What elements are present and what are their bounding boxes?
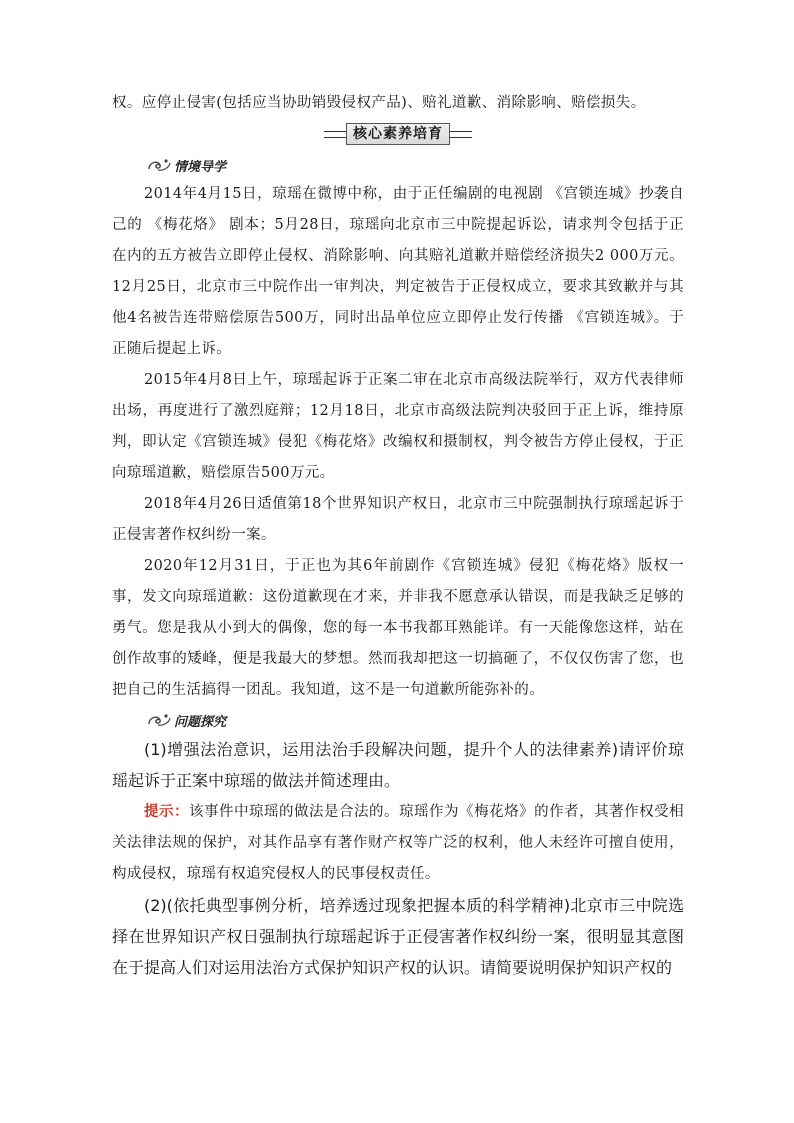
- question-2: (2)(依托典型事例分析，培养透过现象把握本质的科学精神)北京市三中院选择在世界知识产权日强制执行琼瑶起诉于正侵害著作权纠纷一案，很明显其意图在于提高人们对运用法治方式保护知识产权的认识。请简要说明保护知识产权的: [112, 896, 684, 977]
- situation-heading-label: 情境导学: [174, 159, 227, 175]
- swirl-icon: [146, 157, 172, 173]
- inquiry-heading-label: 问题探究: [174, 714, 227, 730]
- situation-heading: [146, 151, 684, 179]
- situation-paragraph: 2014年4月15日，琼瑶在微博中称，由于正任编剧的电视剧 《宫锁连城》抄袭自己的 《梅花烙》 剧本；5月28日，琼瑶向北京市三中院提起诉讼，请求判令包括于正在内的五方被告立即停止侵权、消除影响、向其赔礼道歉并赔偿经济损失2 000万元。12月25日，北京市三中院作出一审判决，判定被告于正侵权成立，要求其致歉并与其他4名被告连带赔偿原告500万，同时出品单位应立即停止发行传播 《宫锁连城》。于正随后提起上诉。: [112, 186, 684, 357]
- hint-1-text: 该事件中琼瑶的做法是合法的。琼瑶作为《梅花烙》的作者，其著作权受相关法律法规的保护，对其作品享有著作财产权等广泛的权利，他人未经许可擅自使用，构成侵权，琼瑶有权追究侵权人的民事侵权责任。: [112, 804, 684, 882]
- banner-rule-left: [324, 131, 346, 138]
- situation-paragraph: 2018年4月26日适值第18个世界知识产权日，北京市三中院强制执行琼瑶起诉于正侵害著作权纠纷一案。: [112, 496, 684, 543]
- hint-1: [112, 796, 684, 890]
- question-1: (1)增强法治意识，运用法治手段解决问题，提升个人的法律素养)请评价琼瑶起诉于正案中琼瑶的做法并简述理由。: [112, 740, 684, 790]
- banner-rule-right: [450, 131, 472, 138]
- top-line: 权。应停止侵害(包括应当协助销毁侵权产品)、赔礼道歉、消除影响、赔偿损失。: [112, 95, 646, 111]
- inquiry-heading: [146, 706, 684, 734]
- section-banner-title: 核心素养培育: [346, 123, 450, 145]
- section-banner: [112, 123, 684, 145]
- swirl-icon: [146, 712, 172, 728]
- document-body: [112, 88, 684, 983]
- situation-paragraph: 2020年12月31日，于正也为其6年前剧作《宫锁连城》侵犯《梅花烙》版权一事，发文向琼瑶道歉：这份道歉现在才来，并非我不愿意承认错误，而是我缺乏足够的勇气。您是我从小到大的偶像，您的每一本书我都耳熟能详。有一天能像您这样，站在创作故事的矮峰，便是我最大的梦想。然而我却把这一切搞砸了，不仅仅伤害了您，也把自己的生活搞得一团乱。我知道，这不是一句道歉所能弥补的。: [112, 558, 684, 698]
- hint-label: 提示：: [144, 803, 190, 820]
- situation-paragraph: 2015年4月8日上午，琼瑶起诉于正案二审在北京市高级法院举行，双方代表律师出场，再度进行了激烈庭辩；12月18日，北京市高级法院判决驳回于正上诉，维持原判，即认定《宫锁连城》侵犯《梅花烙》改编权和摄制权，判令被告方停止侵权，于正向琼瑶道歉，赔偿原告500万元。: [112, 372, 684, 481]
